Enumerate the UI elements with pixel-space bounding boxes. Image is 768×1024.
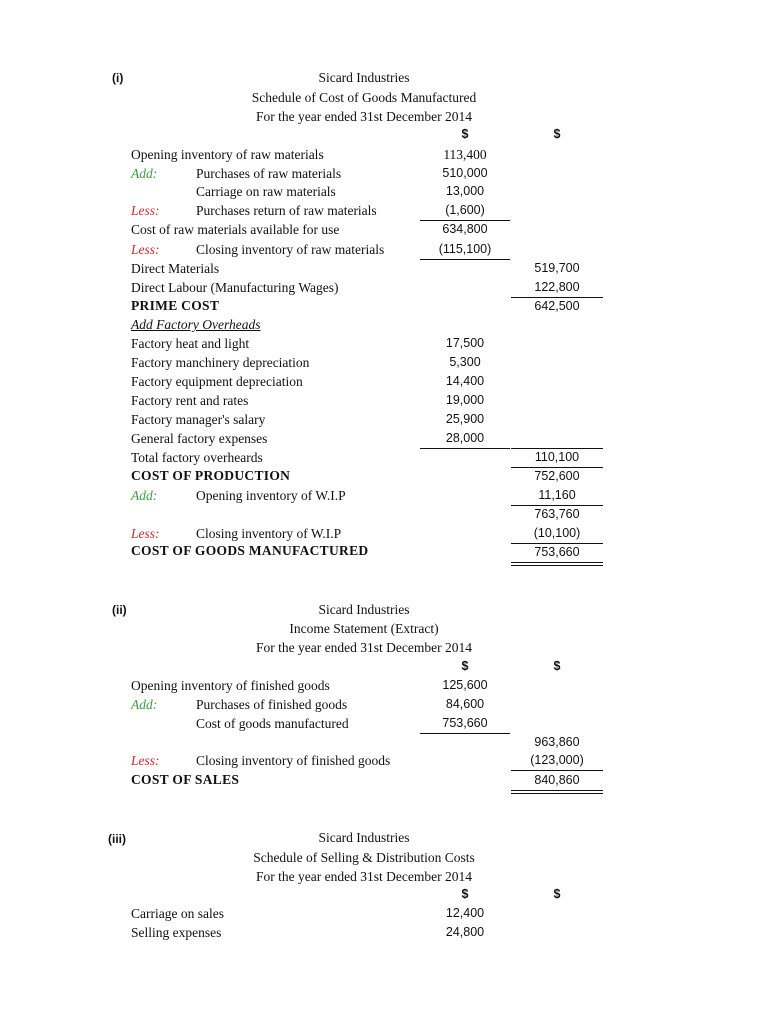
opening-wip-value: 11,160 [538,488,576,502]
prime-cost-label: PRIME COST [131,298,220,313]
currency-header-col1: $ [461,887,469,901]
currency-header-col1: $ [461,659,469,673]
underline [511,543,603,544]
cogm-label: COST OF GOODS MANUFACTURED [131,543,369,558]
underline [511,467,603,468]
available-value: 634,800 [442,222,488,236]
carriage-raw-value: 13,000 [445,184,485,198]
underline [511,297,603,298]
available-label: Cost of raw materials available for use [131,222,340,237]
direct-materials-label: Direct Materials [131,261,220,276]
direct-labour-value: 122,800 [534,280,580,294]
purchases-fg-value: 84,600 [445,697,485,711]
overhead-value: 17,500 [445,336,485,350]
total-overheads-value: 110,100 [534,450,580,464]
closing-wip-value: (10,100) [533,526,581,540]
less-label: Less: [131,753,160,768]
overhead-label: Factory equipment depreciation [131,374,303,389]
double-underline [511,790,603,794]
opening-raw-label: Opening inventory of raw materials [131,147,324,162]
closing-wip-label: Closing inventory of W.I.P [196,526,342,541]
overhead-value: 28,000 [445,431,485,445]
add-overheads-heading: Add Factory Overheads [131,317,261,332]
cogm-label: Cost of goods manufactured [196,716,349,731]
direct-materials-value: 519,700 [534,261,580,275]
overhead-label: General factory expenses [131,431,268,446]
returns-raw-value: (1,600) [445,203,485,217]
statement-period: For the year ended 31st December 2014 [256,869,472,884]
overhead-value: 14,400 [445,374,485,388]
less-label: Less: [131,203,160,218]
underline [420,220,510,221]
cost-of-sales-value: 840,860 [534,773,580,787]
cogm-value: 753,660 [442,716,488,730]
purchases-fg-label: Purchases of finished goods [196,697,348,712]
closing-fg-label: Closing inventory of finished goods [196,753,391,768]
add-label: Add: [131,697,158,712]
double-underline [511,562,603,566]
overhead-label: Factory heat and light [131,336,250,351]
prime-cost-value: 642,500 [534,299,580,313]
underline [420,259,510,260]
currency-header-col2: $ [553,127,561,141]
section-number: (iii) [108,832,126,846]
currency-header-col2: $ [553,659,561,673]
underline [511,505,603,506]
closing-raw-label: Closing inventory of raw materials [196,242,385,257]
closing-raw-value: (115,100) [438,242,492,256]
purchases-raw-label: Purchases of raw materials [196,166,342,181]
carriage-sales-value: 12,400 [445,906,485,920]
overhead-value: 25,900 [445,412,485,426]
cost-of-sales-label: COST OF SALES [131,772,240,787]
selling-expenses-label: Selling expenses [131,925,222,940]
company-name: Sicard Industries [318,602,410,617]
purchases-raw-value: 510,000 [442,166,488,180]
section-number: (ii) [112,603,127,617]
carriage-sales-label: Carriage on sales [131,906,224,921]
opening-raw-value: 113,400 [443,147,487,162]
statement-title: Income Statement (Extract) [289,621,439,636]
cost-of-production-value: 752,600 [534,469,580,483]
underline [511,770,603,771]
underline [420,733,510,734]
currency-header-col1: $ [461,127,469,141]
underline [420,448,510,449]
underline [511,448,603,449]
overhead-label: Factory manager's salary [131,412,266,427]
less-label: Less: [131,242,160,257]
statement-title: Schedule of Cost of Goods Manufactured [251,90,477,105]
overhead-value: 5,300 [449,355,481,369]
overhead-value: 19,000 [445,393,485,407]
add-label: Add: [131,488,158,503]
returns-raw-label: Purchases return of raw materials [196,203,377,218]
opening-fg-label: Opening inventory of finished goods [131,678,330,693]
less-label: Less: [131,526,160,541]
currency-header-col2: $ [553,887,561,901]
overhead-label: Factory rent and rates [131,393,249,408]
statement-period: For the year ended 31st December 2014 [256,640,472,655]
section-number: (i) [112,71,124,85]
selling-expenses-value: 24,800 [445,925,485,939]
statement-title: Schedule of Selling & Distribution Costs [253,850,475,865]
opening-wip-label: Opening inventory of W.I.P [196,488,346,503]
overhead-label: Factory manchinery depreciation [131,355,310,370]
add-label: Add: [131,166,158,181]
subtotal-value: 963,860 [534,735,580,749]
cost-of-production-label: COST OF PRODUCTION [131,468,291,483]
direct-labour-label: Direct Labour (Manufacturing Wages) [131,280,339,295]
opening-fg-value: 125,600 [442,678,488,692]
total-overheads-label: Total factory overheards [131,450,263,465]
company-name: Sicard Industries [318,70,410,85]
company-name: Sicard Industries [318,830,410,845]
statement-period: For the year ended 31st December 2014 [256,109,472,124]
closing-fg-value: (123,000) [530,753,584,767]
carriage-raw-label: Carriage on raw materials [196,184,336,199]
subtotal-value: 763,760 [534,507,580,521]
cogm-value: 753,660 [534,545,580,559]
